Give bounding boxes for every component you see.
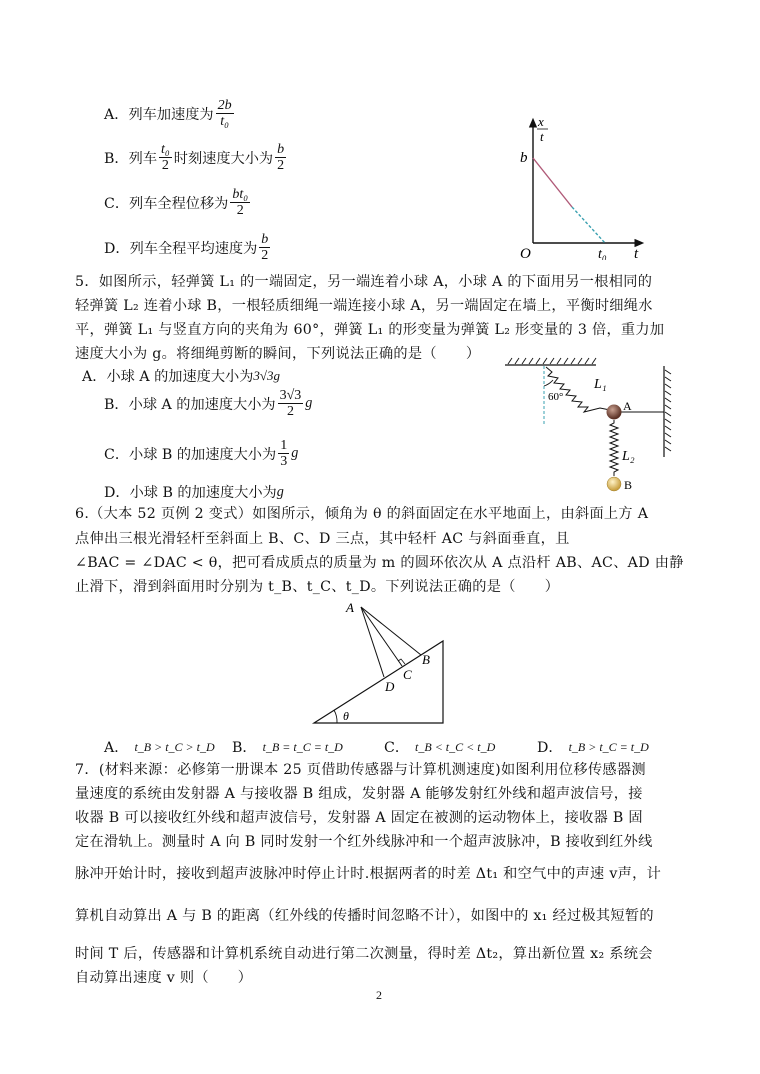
option-label: B．: [104, 150, 129, 167]
q5-line-2: 轻弹簧 L₂ 连着小球 B，一根轻质细绳一端连接小球 A，另一端固定在墙上，平衡时细绳水: [75, 298, 653, 314]
solid-segment: [533, 158, 572, 207]
q5-spring-diagram: [500, 350, 690, 500]
option-text: 小球 A 的加速度大小为: [106, 369, 254, 385]
option-expr: t_B < t_C < t_D: [415, 739, 496, 754]
fraction: $\frac{\text{t₀}}{2}$: [161, 142, 170, 173]
rod-ab: [361, 607, 421, 655]
option-text: 列车加速度为: [128, 106, 214, 123]
y-intercept-label: b: [520, 150, 528, 166]
q7-line-3: 收器 B 可以接收红外线和超声波信号，发射器 A 固定在被测的运动物体上，接收器 B 固: [75, 810, 643, 826]
rod-ac: [361, 607, 402, 666]
q4-option-b: [104, 142, 288, 173]
origin-label: O: [520, 246, 531, 260]
option-label: A．: [104, 106, 129, 123]
q7-line-4: 定在滑轨上。测量时 A 向 B 同时发射一个红外线脉冲和一个超声波脉冲，B 接收到红外线: [75, 834, 653, 850]
q4-option-c: [104, 187, 252, 218]
page-number: 2: [376, 988, 382, 1002]
q6-line-3: ∠BAC = ∠DAC < θ，把可看成质点的质量为 m 的圆环依次从 A 点沿杆 AB、AC、AD 由静: [75, 555, 684, 571]
option-text: 列车: [128, 150, 158, 167]
fraction: $\frac{3√3}{2}$: [279, 388, 302, 419]
option-expr: t_B = t_C = t_D: [262, 739, 343, 754]
option-value: 3√3g: [253, 368, 281, 383]
angle-arc: [544, 380, 553, 386]
q5-option-b: B． 小球 A 的加速度大小为 $\frac{3√3}{2}$ g: [104, 388, 313, 419]
option-text: 小球 A 的加速度大小为: [128, 396, 276, 413]
q5-line-1: 5．如图所示，轻弹簧 L₁ 的一端固定，另一端连着小球 A，小球 A 的下面用另一根相同的: [75, 274, 653, 290]
q6-line-1: 6.（大本 52 页例 2 变式）如图所示，倾角为 θ 的斜面固定在水平地面上，由斜面上方 A: [75, 506, 649, 522]
theta-label: θ: [343, 709, 349, 723]
point-a-label: A: [346, 600, 354, 615]
option-label: B．: [232, 740, 257, 756]
option-label: C．: [104, 195, 130, 212]
q5-option-d: [104, 482, 284, 502]
option-label: A．: [104, 740, 129, 756]
point-d-label: D: [385, 679, 395, 694]
q5-line-4: 速度大小为 g。将细绳剪断的瞬间，下列说法正确的是（ ）: [75, 346, 481, 362]
q6-line-4: 止滑下，滑到斜面用时分别为 t_B、t_C、t_D。下列说法正确的是（ ）: [75, 579, 560, 595]
q6-option-c: [384, 737, 495, 757]
angle-arc: [334, 710, 337, 723]
q5-line-3: 平，弹簧 L₁ 与竖直方向的夹角为 60°，弹簧 L₁ 的形变量为弹簧 L₂ 形变量的 3 倍，重力加: [75, 322, 665, 338]
spring-l2: [610, 420, 618, 476]
option-expr: t_B > t_C = t_D: [568, 739, 649, 754]
fraction: $\frac{1}{3}$: [280, 438, 288, 469]
rod-ad: [361, 607, 384, 677]
ball-a: [607, 405, 622, 420]
y-axis-label-den: t: [540, 129, 544, 144]
q7-line-5: 脉冲开始计时，接收到超声波脉冲时停止计时.根据两者的时差 Δt₁ 和空气中的声速 v声，计: [75, 866, 662, 882]
ball-b-label: B: [624, 478, 633, 492]
option-label: D．: [104, 240, 130, 257]
q7-line-7: 时间 T 后，传感器和计算机系统自动进行第二次测量，得时差 Δt₂，算出新位置 x₂ 系统会: [75, 946, 653, 962]
option-label: C．: [384, 740, 410, 756]
q7-line-6: 算机自动算出 A 与 B 的距离（红外线的传播时间忽略不计），如图中的 x₁ 经过极其短暂的: [75, 908, 654, 924]
q5-option-c: C． 小球 B 的加速度大小为 $\frac{1}{3}$ g: [104, 438, 299, 469]
option-label: C．: [104, 446, 130, 463]
y-axis-label-num: x: [538, 114, 544, 129]
option-value: g: [276, 483, 284, 500]
option-label: A．: [82, 369, 107, 385]
q6-option-b: [232, 737, 343, 757]
q6-line-2: 点伸出三根光滑轻杆至斜面上 B、C、D 三点，其中轻杆 AC 与斜面垂直，且: [75, 531, 570, 547]
q6-option-d: [537, 737, 649, 757]
q6-incline-diagram: [300, 590, 460, 730]
q7-line-8: 自动算出速度 v 则（ ）: [75, 970, 253, 986]
option-label: B．: [104, 396, 129, 413]
option-expr: t_B > t_C > t_D: [134, 739, 215, 754]
option-text: 列车全程位移为: [129, 195, 229, 212]
fraction: $\frac{b}{2}$: [261, 232, 269, 263]
option-label: D．: [537, 740, 563, 756]
point-b-label: B: [422, 652, 430, 667]
fraction: $\frac{2b}{\text{t₀}}$: [217, 98, 232, 129]
fraction: $\frac{b}{2}$: [277, 142, 285, 173]
option-text: 小球 B 的加速度大小为: [129, 446, 277, 463]
q7-line-2: 量速度的系统由发射器 A 与接收器 B 组成，发射器 A 能够发射红外线和超声波信号，接: [75, 786, 643, 802]
spring-l2-label: L₂: [622, 449, 635, 464]
dashed-segment: [572, 207, 605, 243]
option-label: D．: [104, 485, 130, 501]
x-axis-label: t: [634, 246, 639, 260]
spring-l1-label: L₁: [594, 377, 607, 392]
option-text: 小球 B 的加速度大小为: [129, 485, 277, 501]
q4-option-d: [104, 232, 272, 263]
option-text: 时刻速度大小为: [173, 150, 274, 167]
q4-option-a: [104, 98, 236, 129]
q4-xt-graph: [500, 110, 660, 260]
q6-option-a: [104, 737, 215, 757]
q7-line-1: 7．(材料来源：必修第一册课本 25 页借助传感器与计算机测速度)如图利用位移传感器测: [75, 762, 646, 778]
ball-a-label: A: [623, 399, 632, 413]
angle-label: 60°: [548, 391, 564, 403]
x-intercept-label: t₀: [598, 247, 607, 260]
point-c-label: C: [403, 667, 412, 682]
fraction: $\frac{\text{bt₀}}{2}$: [232, 187, 249, 218]
ball-b: [607, 477, 621, 491]
q5-option-a: [82, 366, 280, 386]
option-text: 列车全程平均速度为: [129, 240, 258, 257]
